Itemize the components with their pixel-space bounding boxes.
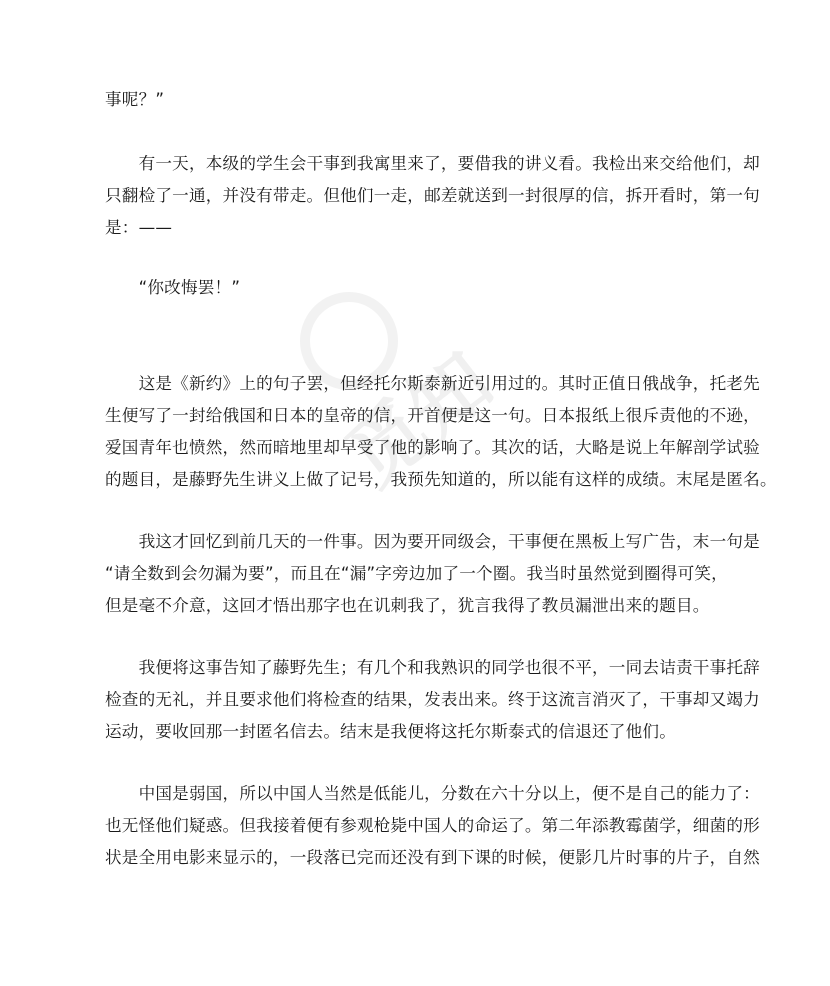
text-line: 的题目，是藤野先生讲义上做了记号，我预先知道的，所以能有这样的成绩。末尾是匿名。: [105, 470, 777, 489]
text-line: 中国是弱国，所以中国人当然是低能儿，分数在六十分以上，便不是自己的能力了：: [105, 784, 760, 803]
paragraph-continuation: [105, 84, 730, 116]
paragraph-weak-nation: [105, 778, 760, 874]
watermark-logo: 觅知: [330, 336, 510, 504]
text-line: 只翻检了一通，并没有带走。但他们一走，邮差就送到一封很厚的信，拆开看时，第一句: [105, 186, 760, 205]
paragraph-recollection: [105, 526, 760, 622]
paragraph-new-testament: [105, 368, 777, 496]
text-line: 我便将这事告知了藤野先生；有几个和我熟识的同学也很不平，一同去诘责干事托辞: [105, 658, 760, 677]
text-line: “你改悔罢！”: [105, 278, 241, 297]
text-line: 但是毫不介意，这回才悟出那字也在讥刺我了，犹言我得了教员漏泄出来的题目。: [105, 596, 710, 615]
paragraph-student-union-visit: [105, 148, 760, 244]
text-line: 有一天，本级的学生会干事到我寓里来了，要借我的讲义看。我检出来交给他们，却: [105, 154, 760, 173]
text-line: 生便写了一封给俄国和日本的皇帝的信，开首便是这一句。日本报纸上很斥责他的不逊，: [105, 406, 760, 425]
text-line: “请全数到会勿漏为要”，而且在“漏”字旁边加了一个圈。我当时虽然觉到圈得可笑，: [105, 564, 728, 583]
text-line: 运动，要收回那一封匿名信去。结末是我便将这托尔斯泰式的信退还了他们。: [105, 722, 676, 741]
text-line: 检查的无礼，并且要求他们将检查的结果，发表出来。终于这流言消灭了，干事却又竭力: [105, 690, 760, 709]
text-line: 事呢？”: [105, 90, 165, 109]
paragraph-told-fujino: [105, 652, 760, 748]
text-line: 这是《新约》上的句子罢，但经托尔斯泰新近引用过的。其时正值日俄战争，托老先: [105, 374, 760, 393]
paragraph-quote: [105, 272, 730, 304]
text-line: 我这才回忆到前几天的一件事。因为要开同级会，干事便在黑板上写广告，末一句是: [105, 532, 760, 551]
text-line: 也无怪他们疑惑。但我接着便有参观枪毙中国人的命运了。第二年添教霉菌学，细菌的形: [105, 816, 760, 835]
text-line: 爱国青年也愤然，然而暗地里却早受了他的影响了。其次的话，大略是说上年解剖学试验: [105, 438, 760, 457]
text-line: 状是全用电影来显示的，一段落已完而还没有到下课的时候，便影几片时事的片子，自然: [105, 848, 760, 867]
text-line: 是：——: [105, 218, 173, 237]
